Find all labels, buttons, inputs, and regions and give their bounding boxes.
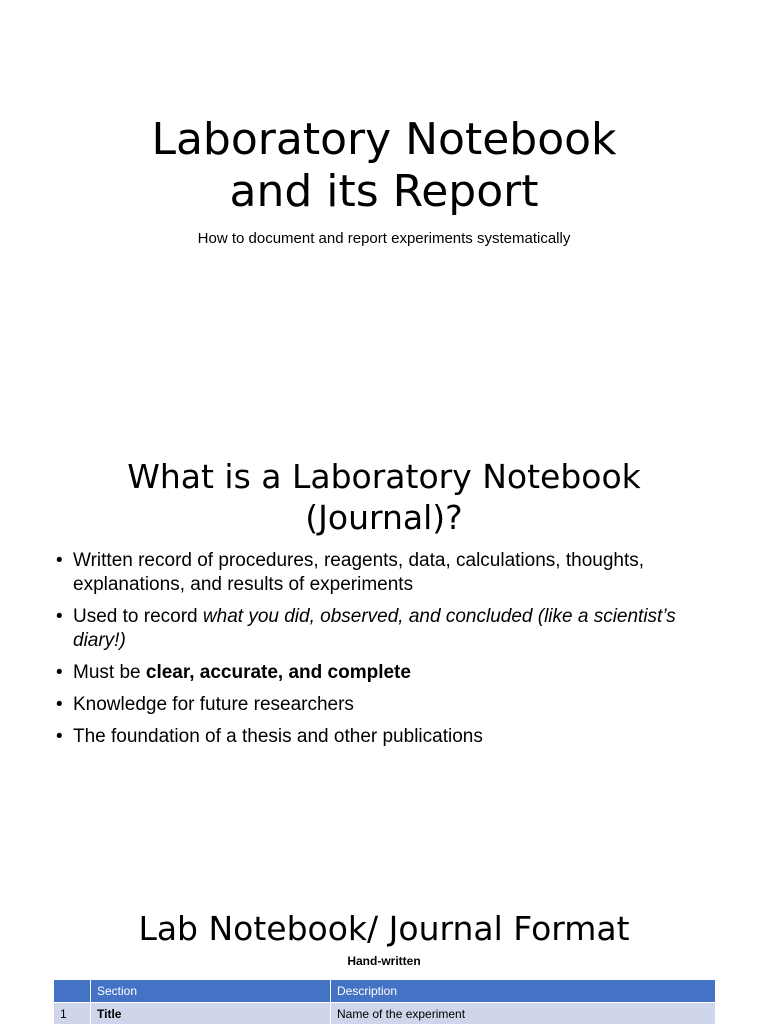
slide-subtitle: How to document and report experiments systematically xyxy=(197,230,571,247)
bullet-list xyxy=(56,549,716,757)
bullet-text: Written record of procedures, reagents, data, calculations, thoughts, explanations, and results of experiments xyxy=(73,550,645,595)
format-slide-title: Lab Notebook/ Journal Format xyxy=(138,909,630,948)
bullet-item xyxy=(56,725,716,749)
bullet-item xyxy=(56,693,716,717)
bullet-text: Used to record xyxy=(73,606,203,627)
format-table xyxy=(54,980,716,1024)
title-line-2: and its Report xyxy=(229,166,539,217)
row-index: 1 xyxy=(54,1003,91,1024)
bullet-icon: • xyxy=(56,662,63,683)
bullet-icon: • xyxy=(56,606,63,627)
bullet-icon: • xyxy=(56,550,63,571)
bullet-text: Knowledge for future researchers xyxy=(73,694,354,715)
title-line-2: (Journal)? xyxy=(305,498,463,537)
bullet-text: Must be xyxy=(73,662,146,683)
bullet-icon: • xyxy=(56,726,63,747)
table-header-row xyxy=(54,980,716,1003)
bullet-emphasis: what you did, observed, and concluded (like a scientist’s diary!) xyxy=(73,606,676,651)
bullet-strong: clear, accurate, and complete xyxy=(145,662,411,683)
slide-title xyxy=(0,456,768,538)
bullet-text: The foundation of a thesis and other publications xyxy=(73,726,483,747)
bullet-item xyxy=(56,549,716,597)
title-line-1: Laboratory Notebook xyxy=(151,114,617,165)
row-section: Title xyxy=(91,1003,331,1024)
column-header-index xyxy=(54,980,91,1003)
bullet-item xyxy=(56,661,716,685)
column-header-section: Section xyxy=(91,980,331,1003)
format-note: Hand-written xyxy=(347,954,421,968)
row-description: Name of the experiment xyxy=(331,1003,716,1024)
bullet-icon: • xyxy=(56,694,63,715)
column-header-description: Description xyxy=(331,980,716,1003)
bullet-item xyxy=(56,605,716,653)
table-row xyxy=(54,1003,716,1024)
title-line-1: What is a Laboratory Notebook xyxy=(127,457,641,496)
